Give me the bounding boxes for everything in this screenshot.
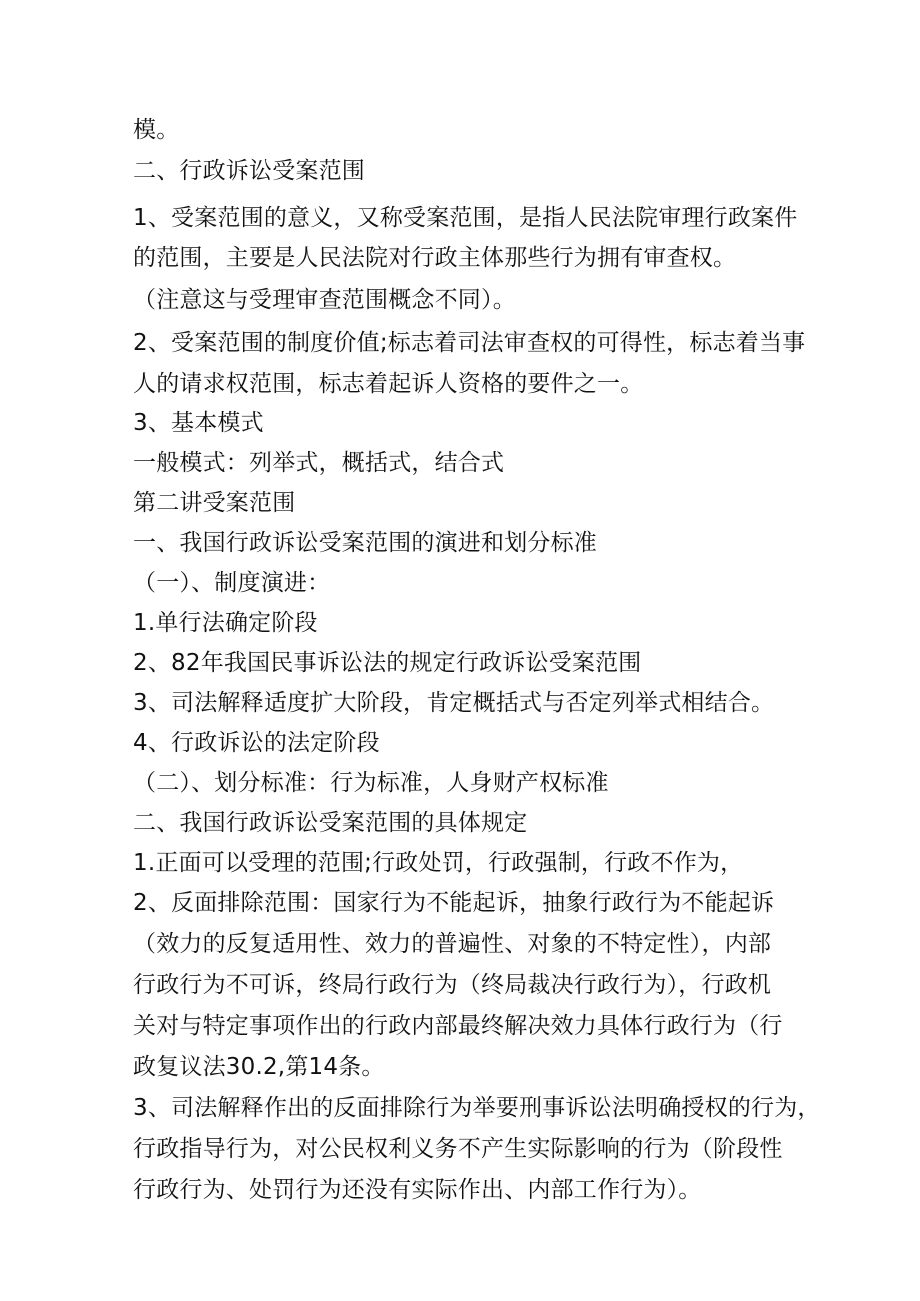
section-heading: 二、我国行政诉讼受案范围的具体规定 <box>133 810 528 836</box>
text-line: 4、行政诉讼的法定阶段 <box>133 730 380 756</box>
section-heading: 一、我国行政诉讼受案范围的演进和划分标准 <box>133 530 597 556</box>
text-line: 行政指导行为，对公民权利义务不产生实际影响的行为（阶段性 <box>133 1136 783 1162</box>
text-line: 3、司法解释适度扩大阶段，肯定概括式与否定列举式相结合。 <box>133 690 775 716</box>
subsection-heading: 3、基本模式 <box>133 410 264 436</box>
subsection-heading: （二）、划分标准：行为标准，人身财产权标准 <box>133 770 609 796</box>
text-line: 模。 <box>133 117 180 143</box>
text-line: 1.正面可以受理的范围;行政处罚，行政强制，行政不作为， <box>133 850 744 876</box>
text-line: 人的请求权范围，标志着起诉人资格的要件之一。 <box>133 371 644 397</box>
text-line: 关对与特定事项作出的行政内部最终解决效力具体行政行为（行 <box>133 1013 783 1039</box>
lecture-heading: 第二讲受案范围 <box>133 490 296 516</box>
text-line: 2、反面排除范围：国家行为不能起诉，抽象行政行为不能起诉 <box>133 890 775 916</box>
text-line: 政复议法30.2,第14条。 <box>133 1054 385 1080</box>
text-line: 2、82年我国民事诉讼法的规定行政诉讼受案范围 <box>133 650 642 676</box>
text-line: 行政行为不可诉，终局行政行为（终局裁决行政行为），行政机 <box>133 972 772 998</box>
text-line: 1、受案范围的意义，又称受案范围，是指人民法院审理行政案件 <box>133 205 798 231</box>
text-line: 1.单行法确定阶段 <box>133 610 318 636</box>
section-heading: 二、行政诉讼受案范围 <box>133 158 365 184</box>
text-line: 一般模式：列举式，概括式，结合式 <box>133 450 505 476</box>
text-line: 行政行为、处罚行为还没有实际作出、内部工作行为）。 <box>133 1177 702 1203</box>
text-line: （效力的反复适用性、效力的普遍性、对象的不特定性），内部 <box>133 931 772 957</box>
text-line: （注意这与受理审查范围概念不同）。 <box>133 287 516 313</box>
subsection-heading: （一）、制度演进： <box>133 570 331 596</box>
text-line: 的范围，主要是人民法院对行政主体那些行为拥有审查权。 <box>133 245 737 271</box>
text-line: 2、受案范围的制度价值;标志着司法审查权的可得性，标志着当事 <box>133 330 806 356</box>
text-line: 3、司法解释作出的反面排除行为举要刑事诉讼法明确授权的行为， <box>133 1095 821 1121</box>
